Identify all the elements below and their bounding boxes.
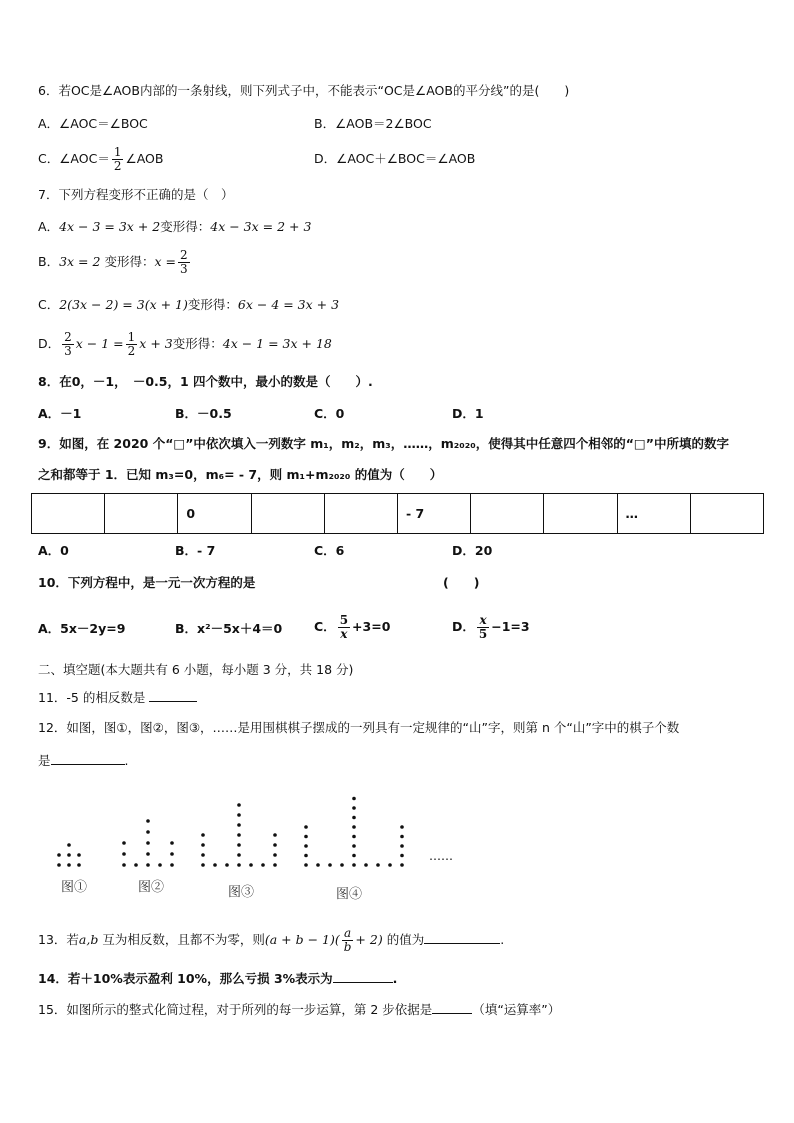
q10-option-b: B．x²－5x＋4＝0 xyxy=(175,621,283,636)
go-stone xyxy=(388,863,392,867)
fraction-denominator: 5 xyxy=(478,627,488,641)
fraction-denominator: x xyxy=(340,627,348,641)
q8-option-c: C．0 xyxy=(314,406,345,421)
q9-option-c: C．6 xyxy=(314,543,345,558)
q13-pre: 13．若 xyxy=(38,932,79,947)
fraction-numerator: 1 xyxy=(127,330,136,344)
figure-label-4: 图④ xyxy=(336,887,363,902)
q15-text: 15．如图所示的整式化简过程，对于所列的每一步运算，第 2 步依据是 xyxy=(38,1002,433,1017)
q9-stem-line2: 之和都等于 1．已知 m₃=0，m₆= - 7，则 m₁+m₂₀₂₀ 的值为（ ） xyxy=(38,467,443,482)
q9-option-d: D．20 xyxy=(452,543,493,558)
table-cell xyxy=(251,494,324,534)
q10-option-d xyxy=(452,607,530,647)
equation-lhs: x = xyxy=(154,254,176,269)
go-stone xyxy=(273,833,277,837)
go-stone xyxy=(400,863,404,867)
q9-option-a: A．0 xyxy=(38,543,69,558)
go-stone xyxy=(400,835,404,839)
q10-option-c xyxy=(314,607,390,647)
q10-option-a: A．5x－2y=9 xyxy=(38,621,126,636)
go-stone xyxy=(237,843,241,847)
go-stone xyxy=(352,806,356,810)
answer-blank[interactable] xyxy=(149,689,197,702)
q13-end: . xyxy=(500,932,505,947)
q13-expr-start: (a + b − 1)( xyxy=(264,932,340,947)
go-stone xyxy=(304,863,308,867)
q7-option-a xyxy=(38,219,311,235)
go-stone xyxy=(201,843,205,847)
equation: 2(3x − 2) = 3(x + 1) xyxy=(59,297,188,312)
fraction-numerator: x xyxy=(477,614,489,628)
go-stone xyxy=(400,854,404,858)
fraction-numerator: 2 xyxy=(179,248,188,262)
go-stone xyxy=(237,863,241,867)
go-stone xyxy=(67,863,71,867)
go-stone xyxy=(225,863,229,867)
go-stone xyxy=(146,863,150,867)
q7-stem: 7．下列方程变形不正确的是（ ） xyxy=(38,187,234,202)
go-stone xyxy=(352,797,356,801)
fraction-numerator: a xyxy=(342,927,354,941)
transform-text: 变形得： xyxy=(160,219,211,234)
shan-character-figure xyxy=(0,795,794,905)
fraction-numerator: 2 xyxy=(64,330,72,344)
q8-option-b: B．－0.5 xyxy=(175,406,232,421)
q15-post: （填“运算率”） xyxy=(472,1002,561,1017)
table-cell xyxy=(324,494,397,534)
equation-part: x + 3 xyxy=(139,336,173,351)
fraction xyxy=(62,331,74,358)
go-stone xyxy=(400,825,404,829)
equation: 4x − 3 = 3x + 2 xyxy=(59,219,161,234)
go-stone xyxy=(328,863,332,867)
go-stone xyxy=(316,863,320,867)
q14 xyxy=(38,970,397,987)
fraction-denominator: 2 xyxy=(127,344,136,358)
go-stone xyxy=(122,841,126,845)
go-stone xyxy=(170,863,174,867)
q8-option-d: D．1 xyxy=(452,406,484,421)
equation-rest: +3=0 xyxy=(352,619,391,634)
fraction-numerator: 1 xyxy=(113,145,122,159)
table-cell xyxy=(32,494,105,534)
section-heading: 二、填空题(本大题共有 6 小题，每小题 3 分，共 18 分) xyxy=(38,662,354,677)
option-label: D． xyxy=(38,336,61,351)
q7-option-c xyxy=(38,297,339,313)
fraction-numerator: 5 xyxy=(339,613,349,627)
go-stone xyxy=(376,863,380,867)
go-stone xyxy=(400,844,404,848)
fraction xyxy=(126,331,138,358)
go-stone xyxy=(146,852,150,856)
q6-stem: 6．若OC是∠AOB内部的一条射线，则下列式子中，不能表示“OC是∠AOB的平分线”的是( ) xyxy=(38,83,570,98)
option-label: C． xyxy=(314,619,336,634)
go-stone xyxy=(134,863,138,867)
answer-blank[interactable] xyxy=(432,1001,472,1014)
table-cell xyxy=(690,494,763,534)
go-stone xyxy=(364,863,368,867)
q14-text: 14．若＋10%表示盈利 10%，那么亏损 3%表示为 xyxy=(38,971,333,986)
go-stone xyxy=(304,835,308,839)
go-stone xyxy=(170,841,174,845)
fraction xyxy=(477,614,489,641)
go-stone xyxy=(77,853,81,857)
go-stone xyxy=(170,852,174,856)
go-stone xyxy=(67,843,71,847)
q15 xyxy=(38,1001,560,1018)
go-stone xyxy=(146,819,150,823)
option-label: A． xyxy=(38,219,60,234)
go-stone xyxy=(237,823,241,827)
go-stone xyxy=(201,833,205,837)
equation-result: 4x − 3x = 2 + 3 xyxy=(210,219,312,234)
table-cell xyxy=(471,494,544,534)
answer-blank[interactable] xyxy=(51,752,125,765)
go-stone xyxy=(304,844,308,848)
fraction-denominator: 2 xyxy=(113,159,122,173)
equation-part: x − 1 = xyxy=(75,336,124,351)
q9-stem-line1: 9．如图，在 2020 个“□”中依次填入一列数字 m₁，m₂，m₃，……，m₂₀₂₀，使得其中任意四个相邻的“□”中所填的数字 xyxy=(38,436,729,451)
q6-option-c-prefix: C．∠AOC＝ xyxy=(38,151,110,166)
go-stone xyxy=(273,843,277,847)
table-cell: … xyxy=(617,494,690,534)
go-stone xyxy=(122,863,126,867)
fraction-denominator: b xyxy=(343,940,352,954)
number-sequence-table xyxy=(31,493,764,534)
transform-text: 变形得： xyxy=(104,254,155,269)
q8-option-a: A．－1 xyxy=(38,406,82,421)
q13-mid: 互为相反数，且都不为零，则 xyxy=(102,932,265,947)
go-stone xyxy=(77,863,81,867)
go-stone xyxy=(201,853,205,857)
q9-option-b: B．- 7 xyxy=(175,543,216,558)
option-label: D． xyxy=(452,619,475,634)
transform-text: 变形得： xyxy=(172,336,223,351)
q12-line2-text: 是 xyxy=(38,753,51,768)
table-row xyxy=(32,494,764,534)
table-cell xyxy=(544,494,617,534)
fraction-denominator: 3 xyxy=(179,262,188,276)
table-cell: 0 xyxy=(178,494,251,534)
table-cell xyxy=(105,494,178,534)
go-stone xyxy=(352,816,356,820)
q6-option-c xyxy=(38,144,163,174)
table-cell: - 7 xyxy=(397,494,470,534)
equation: 3x = 2 xyxy=(59,254,101,269)
fraction xyxy=(178,249,190,276)
figure-label-1: 图① xyxy=(61,880,88,895)
go-stone xyxy=(352,844,356,848)
q10-answer-paren: ( ) xyxy=(443,575,480,590)
equation-rest: −1=3 xyxy=(491,619,530,634)
q13-post: 的值为 xyxy=(386,932,425,947)
answer-blank[interactable] xyxy=(424,931,500,944)
q6-option-c-fraction xyxy=(112,146,124,173)
fraction xyxy=(338,614,350,641)
q14-end: . xyxy=(392,971,398,986)
go-stone xyxy=(57,863,61,867)
figure-label-2: 图② xyxy=(138,880,165,895)
q12-line1: 12．如图，图①，图②，图③，……是用围棋棋子摆成的一列具有一定规律的“山”字，则第 n 个“山”字中的棋子个数 xyxy=(38,720,680,735)
fraction xyxy=(342,927,354,954)
go-stone xyxy=(352,825,356,829)
go-stone xyxy=(352,854,356,858)
go-stones xyxy=(57,795,404,867)
figure-label-3: 图③ xyxy=(228,885,255,900)
go-stone xyxy=(122,852,126,856)
go-stone xyxy=(352,835,356,839)
equation-result: 4x − 1 = 3x + 18 xyxy=(222,336,332,351)
go-stone xyxy=(67,853,71,857)
go-stone xyxy=(158,863,162,867)
q13-vars: a,b xyxy=(78,932,99,947)
go-stone xyxy=(237,833,241,837)
q6-option-d: D．∠AOC＋∠BOC＝∠AOB xyxy=(314,151,476,166)
q7-option-b xyxy=(38,244,192,280)
q11 xyxy=(38,689,197,706)
transform-text: 变形得： xyxy=(187,297,238,312)
q6-option-c-suffix: ∠AOB xyxy=(125,151,164,166)
answer-blank[interactable] xyxy=(333,970,393,983)
go-stone xyxy=(249,863,253,867)
go-stone xyxy=(57,853,61,857)
q7-option-d xyxy=(38,324,332,364)
option-label: B． xyxy=(38,254,60,269)
q13 xyxy=(38,925,504,955)
go-stone xyxy=(273,863,277,867)
go-stone xyxy=(146,841,150,845)
q10-stem: 10．下列方程中，是一元一次方程的是 xyxy=(38,575,256,590)
q11-text: 11．-5 的相反数是 xyxy=(38,690,146,705)
q13-expr-end: + 2) xyxy=(355,932,383,947)
go-stone xyxy=(146,830,150,834)
go-stone xyxy=(237,803,241,807)
q6-option-a: A．∠AOC＝∠BOC xyxy=(38,116,148,131)
option-label: C． xyxy=(38,297,60,312)
go-stone xyxy=(304,854,308,858)
go-stone xyxy=(201,863,205,867)
go-stone xyxy=(213,863,217,867)
equation-result: 6x − 4 = 3x + 3 xyxy=(237,297,340,312)
go-stone xyxy=(261,863,265,867)
go-stone xyxy=(273,853,277,857)
q8-stem: 8．在0，－1， －0.5，1 四个数中，最小的数是（ ）. xyxy=(38,374,373,389)
go-stone xyxy=(340,863,344,867)
q6-option-b: B．∠AOB＝2∠BOC xyxy=(314,116,432,131)
go-stone xyxy=(304,825,308,829)
fraction-denominator: 3 xyxy=(64,344,72,358)
go-stone xyxy=(237,853,241,857)
q12-line2: 是 . xyxy=(38,753,129,768)
go-stone xyxy=(237,813,241,817)
go-stone xyxy=(352,863,356,867)
figure-ellipsis: …… xyxy=(429,849,453,863)
